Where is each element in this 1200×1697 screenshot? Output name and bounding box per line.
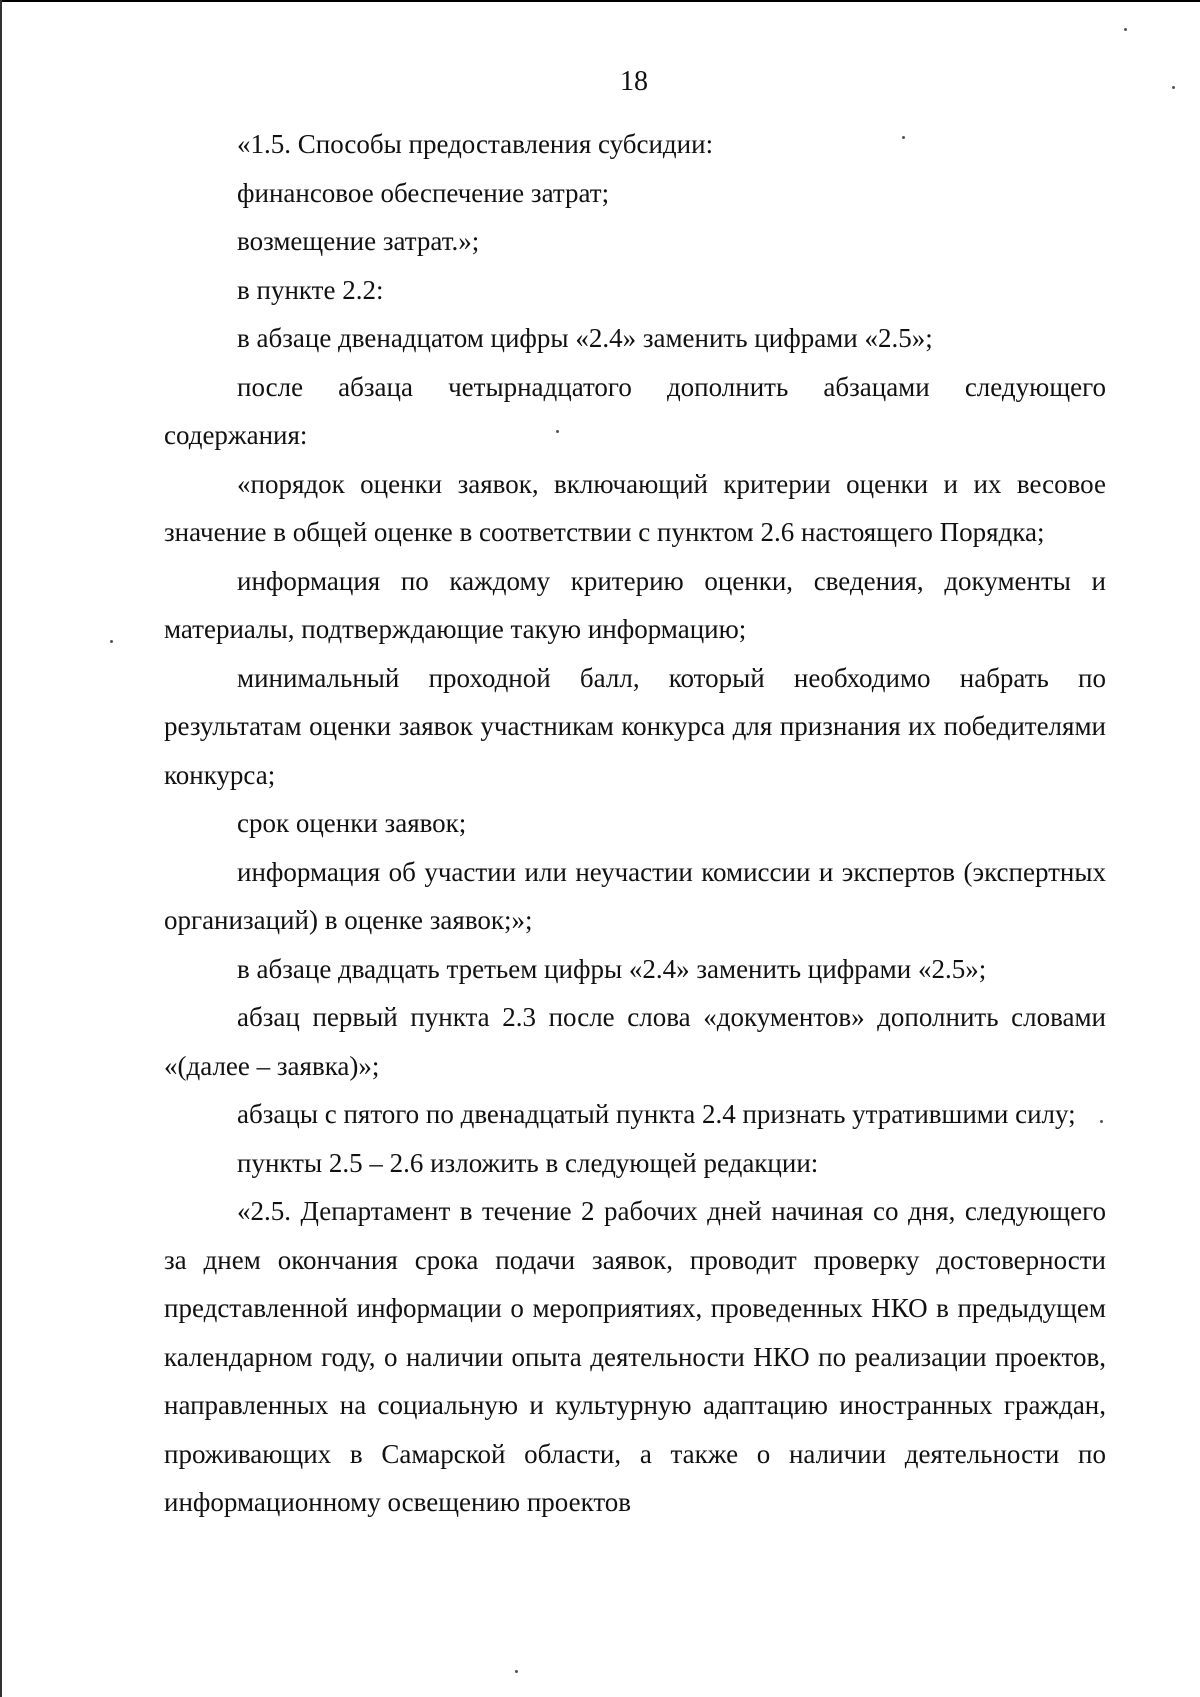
- paragraph: после абзаца четырнадцатого дополнить абзацами следующего содержания:: [164, 371, 1106, 450]
- paragraph: пункты 2.5 – 2.6 изложить в следующей редакции:: [237, 1147, 819, 1178]
- paragraph: в абзаце двенадцатом цифры «2.4» заменить цифрами «2.5»;: [237, 323, 933, 353]
- paragraph: «2.5. Департамент в течение 2 рабочих дней начиная со дня, следующего за днем окончания срока подачи заявок, проводит проверку достоверности представленной информации о мероприятиях, проведенных НКО в предыдущем календарном году, о наличии опыта деятельности НКО по реализации проектов, направленных на социальную и культурную адаптацию иностранных граждан, проживающих в Самарской области, а также о наличии деятельности по информационному освещению проектов: [164, 1196, 1106, 1517]
- paragraph: в пункте 2.2:: [237, 274, 384, 305]
- paragraph: в абзаце двадцать третьем цифры «2.4» заменить цифрами «2.5»;: [237, 953, 987, 984]
- paragraph: срок оценки заявок;: [237, 808, 467, 838]
- paragraph: «порядок оценки заявок, включающий критерии оценки и их весовое значение в общей оценке в соответствии с пунктом 2.6 настоящего Порядка;: [164, 468, 1106, 547]
- paragraph: возмещение затрат.»;: [237, 226, 480, 256]
- scan-speck: [1172, 86, 1175, 89]
- paragraph: информация об участии или неучастии комиссии и экспертов (экспертных организаций) в оценке заявок;»;: [164, 856, 1106, 935]
- scan-speck: [110, 640, 113, 643]
- paragraph: «1.5. Способы предоставления субсидии:: [237, 129, 714, 159]
- paragraph: минимальный проходной балл, который необходимо набрать по результатам оценки заявок участникам конкурса для признания их победителями конкурса;: [164, 662, 1106, 790]
- scan-top-border: [0, 0, 1200, 2]
- paragraph: абзац первый пункта 2.3 после слова «документов» дополнить словами «(далее – заявка)»;: [164, 1002, 1106, 1081]
- page-number: 18: [620, 66, 648, 97]
- document-body: [164, 120, 1106, 1527]
- paragraph: финансовое обеспечение затрат;: [237, 177, 610, 208]
- scan-left-border: [0, 0, 2, 1697]
- paragraph: абзацы с пятого по двенадцатый пункта 2.4 признать утратившими силу;: [237, 1099, 1076, 1129]
- scan-speck: [1124, 28, 1127, 31]
- scan-speck: [515, 1670, 518, 1673]
- paragraph: информация по каждому критерию оценки, сведения, документы и материалы, подтверждающие такую информацию;: [164, 565, 1106, 644]
